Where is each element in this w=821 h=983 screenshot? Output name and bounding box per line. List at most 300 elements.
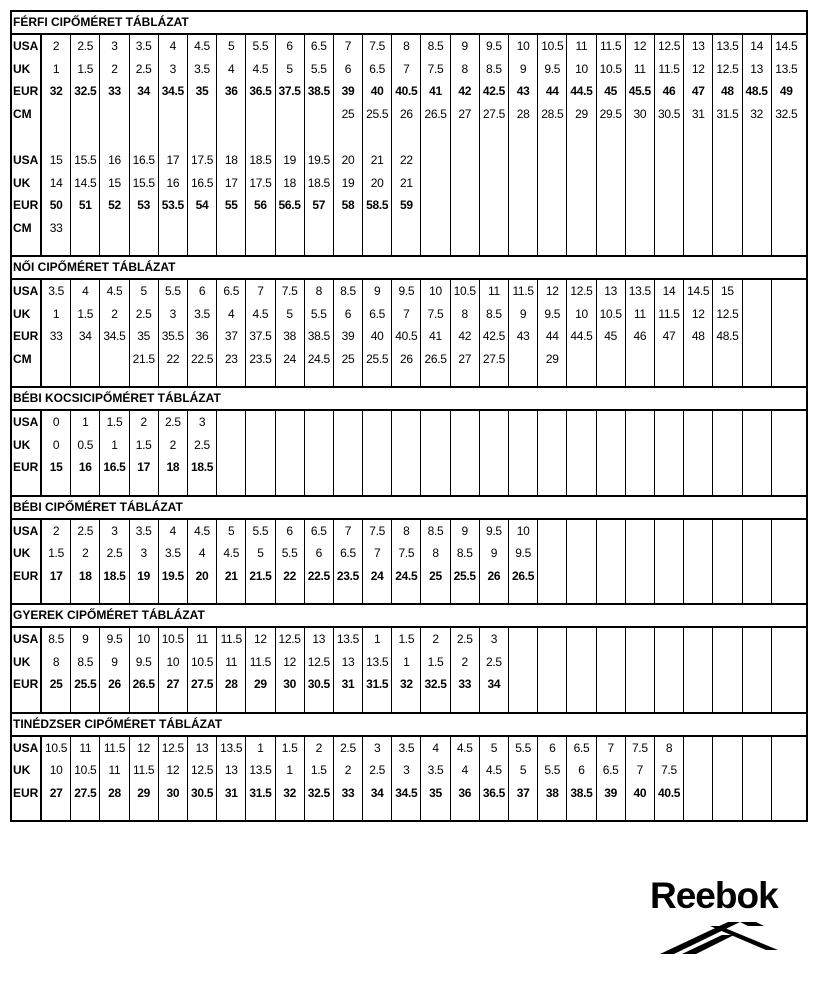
size-cell: 11.5 (512, 284, 534, 298)
size-cell (451, 411, 479, 434)
size-cell: 1 (257, 740, 264, 755)
row-label: EUR (13, 198, 39, 212)
size-cell: 12 (283, 654, 296, 669)
size-column (567, 520, 596, 604)
size-cell: 5 (519, 763, 527, 777)
size-cell: 59 (399, 198, 413, 212)
size-cell (772, 194, 801, 217)
size-column (421, 737, 450, 821)
size-column (567, 737, 596, 821)
size-cell (159, 103, 187, 126)
size-cell: 25.5 (74, 677, 97, 691)
size-cell: 8 (403, 39, 410, 53)
size-cell: 25.5 (366, 351, 389, 366)
size-cell: 24.5 (395, 568, 418, 583)
size-cell: 7.5 (369, 39, 386, 53)
size-cell: 5.5 (164, 284, 181, 298)
size-column (743, 35, 772, 255)
size-column (392, 628, 421, 712)
size-cell (772, 149, 801, 172)
size-cell: 2 (111, 306, 118, 321)
size-cell: 4.5 (486, 763, 502, 777)
size-cell: 7.5 (369, 523, 386, 538)
size-column (100, 520, 129, 604)
size-cell: 1 (52, 306, 60, 321)
size-cell: 13 (224, 763, 238, 777)
size-cell (451, 172, 479, 195)
size-cell: 3.5 (164, 546, 181, 560)
size-cell: 44.5 (570, 329, 593, 343)
size-column (130, 628, 159, 712)
size-cell: 30.5 (657, 106, 681, 121)
size-cell (451, 149, 479, 172)
size-cell: 13 (604, 284, 618, 298)
size-column (597, 280, 626, 386)
size-column (655, 280, 684, 386)
size-column (451, 280, 480, 386)
size-cell: 51 (78, 198, 92, 212)
size-cell: 9 (111, 654, 118, 669)
size-cell (743, 434, 771, 457)
size-column (159, 35, 188, 255)
size-cell (421, 434, 449, 457)
size-cell: 45 (604, 84, 618, 98)
size-cell: 31 (224, 785, 238, 800)
size-cell: 2.5 (135, 306, 152, 321)
size-cell: 18.5 (249, 153, 272, 167)
size-cell: 20 (341, 153, 355, 167)
size-cell: 37 (516, 785, 530, 800)
size-column (626, 520, 655, 604)
size-column (392, 411, 421, 495)
section-body (12, 520, 806, 604)
size-cell: 10.5 (541, 39, 564, 53)
size-cell: 3 (111, 39, 118, 53)
size-cell: 1 (52, 61, 60, 76)
size-cell: 7 (344, 523, 352, 538)
size-column (713, 411, 742, 495)
size-cell (772, 280, 801, 303)
size-cell (684, 411, 712, 434)
size-column (538, 628, 567, 712)
size-cell: 54 (195, 198, 209, 212)
size-cell (100, 103, 128, 126)
size-cell: 13.5 (628, 284, 651, 298)
size-cell: 46 (662, 84, 676, 98)
size-cell: 32.5 (775, 106, 798, 121)
size-cell (743, 456, 771, 479)
size-cell: 10 (137, 632, 151, 646)
size-column (684, 280, 713, 386)
row-label: USA (13, 523, 39, 538)
size-cell (246, 103, 274, 126)
size-cell: 2.5 (164, 415, 181, 429)
size-cell: 21.5 (132, 351, 155, 366)
size-cell: 6.5 (573, 740, 590, 755)
size-cell: 10.5 (45, 740, 68, 755)
size-cell (713, 759, 741, 782)
size-cell: 22 (399, 153, 413, 167)
size-cell (626, 520, 654, 543)
row-label: UK (13, 437, 31, 452)
size-cell (626, 673, 654, 696)
size-cell: 15.5 (132, 175, 155, 190)
size-cell (421, 149, 449, 172)
size-column (217, 520, 246, 604)
size-cell (509, 456, 537, 479)
size-cell: 7 (636, 763, 644, 777)
size-cell: 38.5 (570, 785, 593, 800)
size-cell: 9.5 (544, 306, 561, 321)
size-cell (597, 651, 625, 674)
size-cell: 33 (458, 677, 472, 691)
size-cell: 11.5 (658, 61, 680, 76)
size-cell: 6.5 (602, 763, 619, 777)
size-cell: 48.5 (716, 329, 739, 343)
size-cell (743, 651, 771, 674)
size-cell (421, 456, 449, 479)
size-cell: 40.5 (657, 785, 681, 800)
size-column (276, 628, 305, 712)
size-cell (597, 673, 625, 696)
size-cell (451, 217, 479, 240)
row-label: EUR (13, 785, 39, 800)
size-cell (626, 565, 654, 588)
size-cell: 30.5 (190, 785, 214, 800)
size-column (100, 737, 129, 821)
size-cell: 24.5 (307, 351, 330, 366)
size-cell: 23 (224, 351, 238, 366)
size-cell (655, 456, 683, 479)
size-cell (713, 172, 741, 195)
size-cell (713, 456, 741, 479)
size-cell (509, 172, 537, 195)
size-cell: 10.5 (190, 654, 214, 669)
size-cell (246, 411, 274, 434)
size-cell: 46 (633, 329, 647, 343)
size-cell (655, 542, 683, 565)
size-cell: 38 (545, 785, 559, 800)
size-cell: 39 (341, 84, 355, 98)
size-cell (772, 520, 801, 543)
size-cell (684, 520, 712, 543)
size-cell: 6.5 (310, 523, 327, 538)
size-cell (626, 542, 654, 565)
size-column (655, 520, 684, 604)
size-cell: 12.5 (190, 763, 214, 777)
size-cell: 4 (228, 306, 235, 321)
section-title: NŐI CIPŐMÉRET TÁBLÁZAT (12, 255, 806, 280)
size-column (538, 737, 567, 821)
size-column (509, 411, 538, 495)
size-column (217, 411, 246, 495)
size-column (246, 411, 275, 495)
size-cell: 5 (228, 523, 235, 538)
size-cell (684, 194, 712, 217)
size-column (538, 280, 567, 386)
size-cell: 13.5 (775, 61, 798, 76)
size-cell (217, 411, 245, 434)
size-cell: 3.5 (194, 306, 210, 321)
size-cell: 32 (49, 84, 63, 98)
size-cell (743, 737, 771, 760)
size-cell (451, 194, 479, 217)
size-cell: 28 (516, 106, 530, 121)
size-cell (597, 520, 625, 543)
size-cell: 40 (370, 329, 384, 343)
size-cell (71, 348, 99, 371)
size-cell: 31.5 (249, 785, 272, 800)
size-cell (655, 411, 683, 434)
row-label: EUR (13, 329, 39, 343)
size-cell: 8 (315, 284, 322, 298)
size-cell: 5.5 (310, 61, 327, 76)
size-cell: 39 (604, 785, 618, 800)
size-cell: 2.5 (77, 39, 94, 53)
size-cell (743, 348, 771, 371)
row-label: USA (13, 740, 39, 755)
size-cell: 58 (341, 198, 355, 212)
size-column (188, 628, 217, 712)
size-cell (597, 217, 625, 240)
size-cell (713, 520, 741, 543)
size-column (567, 628, 596, 712)
size-cell: 16 (166, 175, 180, 190)
size-cell: 1.5 (281, 740, 298, 755)
size-cell: 10.5 (74, 763, 97, 777)
size-cell: 8.5 (486, 61, 502, 76)
size-column (772, 280, 801, 386)
size-cell: 33 (49, 220, 63, 235)
size-cell: 25.5 (366, 106, 389, 121)
size-cell (743, 782, 771, 805)
reebok-wordmark: Reebok (650, 875, 778, 916)
size-cell: 53 (137, 198, 151, 212)
size-cell (276, 456, 304, 479)
size-cell (772, 651, 801, 674)
size-column (246, 628, 275, 712)
size-cell: 28.5 (541, 106, 564, 121)
size-column (451, 628, 480, 712)
size-column (188, 737, 217, 821)
size-cell (538, 456, 566, 479)
size-column (626, 35, 655, 255)
size-cell (538, 673, 566, 696)
size-cell (217, 217, 245, 240)
size-cell (655, 565, 683, 588)
size-cell: 27.5 (74, 785, 97, 800)
size-chart-table (10, 10, 808, 822)
size-cell: 29 (254, 677, 267, 691)
size-cell: 55 (224, 198, 238, 212)
size-column (421, 628, 450, 712)
size-cell: 32.5 (424, 677, 447, 691)
size-column (451, 411, 480, 495)
size-cell: 31 (691, 106, 705, 121)
size-cell: 13.5 (336, 632, 360, 646)
size-cell: 3.5 (48, 284, 64, 298)
size-column (480, 520, 509, 604)
row-label: USA (13, 415, 39, 429)
size-cell: 5 (286, 61, 293, 76)
size-column (334, 628, 363, 712)
size-cell: 9.5 (515, 546, 531, 560)
size-cell: 12 (633, 39, 647, 53)
size-cell (538, 628, 566, 651)
size-cell (713, 149, 741, 172)
size-cell (480, 217, 508, 240)
size-cell: 2 (82, 546, 89, 560)
size-cell: 42.5 (482, 84, 505, 98)
size-cell (334, 456, 362, 479)
size-cell: 5.5 (544, 763, 561, 777)
size-cell: 18 (224, 153, 238, 167)
size-column (159, 280, 188, 386)
size-cell (363, 434, 391, 457)
size-column (655, 628, 684, 712)
size-cell: 36 (195, 329, 209, 343)
size-column (246, 280, 275, 386)
size-cell (772, 411, 801, 434)
size-column (772, 737, 801, 821)
size-cell: 12.5 (570, 284, 593, 298)
size-cell: 1 (82, 415, 89, 429)
size-cell (772, 673, 801, 696)
size-cell: 7 (607, 740, 614, 755)
size-cell: 17.5 (190, 153, 214, 167)
size-cell (246, 217, 274, 240)
size-cell (597, 456, 625, 479)
size-column (305, 520, 334, 604)
size-column (217, 35, 246, 255)
size-column (363, 411, 392, 495)
size-column (772, 520, 801, 604)
size-cell (276, 411, 304, 434)
size-cell: 13.5 (716, 39, 739, 53)
row-label: USA (13, 153, 39, 167)
size-cell: 44 (545, 329, 559, 343)
section-body (12, 280, 806, 386)
size-cell (655, 217, 683, 240)
size-column (509, 520, 538, 604)
size-cell (684, 737, 712, 760)
row-label: USA (13, 284, 39, 298)
size-cell: 2.5 (340, 740, 356, 755)
size-cell: 9.5 (486, 523, 502, 538)
size-cell: 50 (49, 198, 63, 212)
size-cell: 5 (257, 546, 264, 560)
size-cell: 8 (665, 740, 673, 755)
size-column (509, 737, 538, 821)
size-cell: 33 (341, 785, 355, 800)
size-column (421, 411, 450, 495)
size-column (71, 520, 100, 604)
size-column (217, 737, 246, 821)
size-cell: 11 (108, 763, 121, 777)
size-cell: 47 (691, 84, 705, 98)
size-cell: 29 (575, 106, 588, 121)
size-cell: 8 (52, 654, 60, 669)
size-cell: 29.5 (599, 106, 622, 121)
size-column (772, 35, 801, 255)
size-cell (772, 172, 801, 195)
section-title: BÉBI CIPŐMÉRET TÁBLÁZAT (12, 495, 806, 520)
size-cell (100, 348, 128, 371)
size-cell (684, 348, 712, 371)
size-cell (305, 434, 333, 457)
size-cell: 4.5 (194, 523, 210, 538)
size-cell: 4 (198, 546, 206, 560)
row-labels (12, 411, 42, 495)
size-cell: 32 (750, 106, 763, 121)
size-cell: 8.5 (77, 654, 94, 669)
size-cell: 16 (78, 460, 92, 474)
size-cell (509, 149, 537, 172)
size-cell: 8.5 (48, 632, 64, 646)
size-column (597, 737, 626, 821)
size-cell: 6 (344, 61, 352, 76)
size-cell: 1 (373, 632, 381, 646)
size-cell (626, 628, 654, 651)
size-cell (567, 628, 595, 651)
size-cell: 58.5 (366, 198, 389, 212)
size-cell: 18 (283, 175, 296, 190)
size-cell: 11.5 (658, 306, 680, 321)
section-body (12, 628, 806, 712)
size-cell (451, 434, 479, 457)
size-cell: 14 (750, 39, 763, 53)
size-cell: 0.5 (77, 437, 94, 452)
size-cell: 22.5 (190, 351, 214, 366)
size-cell: 4 (228, 61, 235, 76)
reebok-vector-icon (660, 918, 780, 954)
size-cell (509, 411, 537, 434)
size-cell: 24 (370, 568, 384, 583)
size-cell (567, 542, 595, 565)
size-cell: 15 (721, 284, 734, 298)
size-cell: 48 (721, 84, 734, 98)
size-column (130, 520, 159, 604)
section-title: BÉBI KOCSICIPŐMÉRET TÁBLÁZAT (12, 386, 806, 411)
size-cell: 9 (519, 61, 527, 76)
size-cell: 38.5 (307, 329, 330, 343)
size-cell (597, 194, 625, 217)
row-labels (12, 520, 42, 604)
size-cell: 12.5 (307, 654, 330, 669)
size-cell: 27 (458, 351, 472, 366)
size-cell: 7 (403, 61, 410, 76)
size-cell: 48 (691, 329, 705, 343)
size-cell (743, 411, 771, 434)
size-cell: 52 (108, 198, 121, 212)
section-title: FÉRFI CIPŐMÉRET TÁBLÁZAT (12, 12, 806, 35)
size-cell: 6 (315, 546, 322, 560)
size-cell: 9.5 (486, 39, 502, 53)
size-cell (421, 217, 449, 240)
size-cell: 13 (691, 39, 705, 53)
size-cell: 25 (341, 106, 355, 121)
size-cell: 7.5 (398, 546, 415, 560)
size-column (626, 628, 655, 712)
size-column (655, 737, 684, 821)
size-cell: 6 (578, 763, 585, 777)
size-cell (597, 434, 625, 457)
size-column (421, 35, 450, 255)
size-cell: 32 (399, 677, 413, 691)
size-cell (597, 411, 625, 434)
size-cell: 9.5 (106, 632, 123, 646)
size-column (188, 411, 217, 495)
